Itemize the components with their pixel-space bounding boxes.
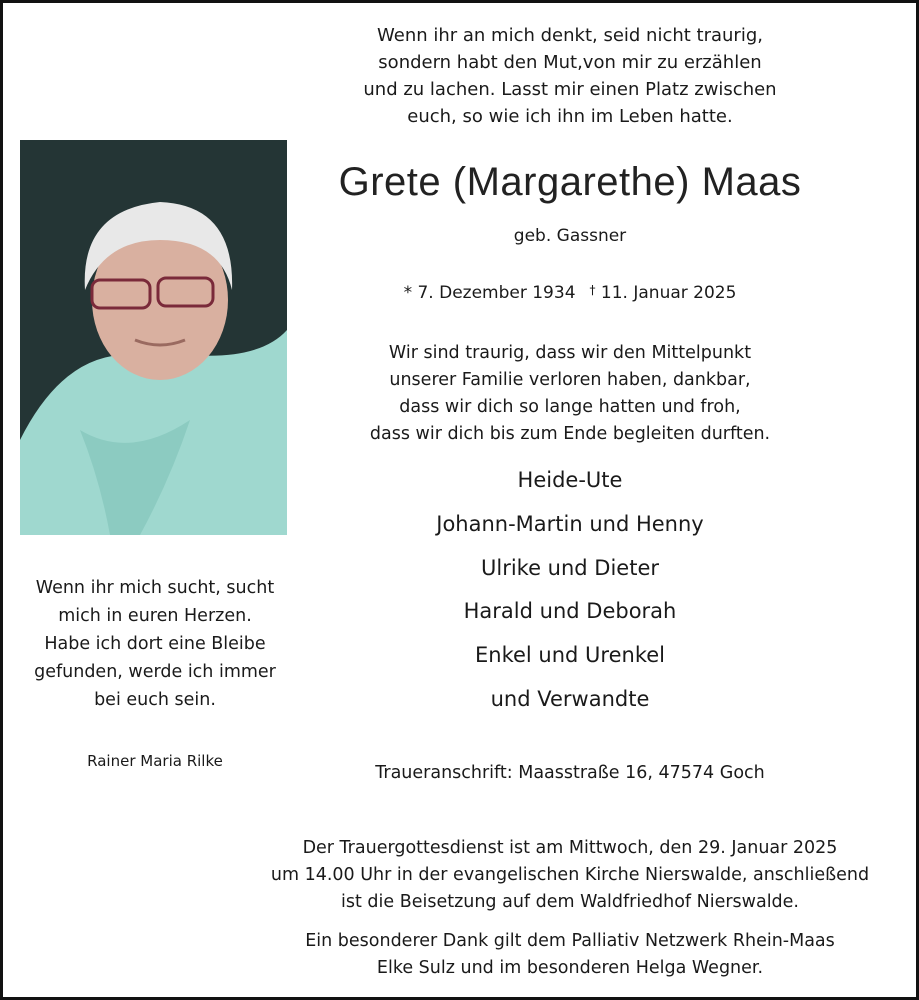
- life-dates: [300, 283, 840, 303]
- mourner: und Verwandte: [490, 686, 650, 711]
- poem-line: und zu lachen. Lasst mir einen Platz zwischen: [363, 79, 777, 100]
- portrait-photo: [20, 140, 287, 535]
- poem-line: Wenn ihr an mich denkt, seid nicht traurig,: [377, 25, 763, 46]
- text-line: unserer Familie verloren haben, dankbar,: [389, 370, 751, 390]
- top-poem: [300, 22, 840, 130]
- text-line: Elke Sulz und im besonderen Helga Wegner.: [376, 958, 764, 978]
- text-line: dass wir dich so lange hatten und froh,: [399, 397, 741, 417]
- birth-date: * 7. Dezember 1934: [403, 283, 576, 303]
- mourner: Harald und Deborah: [463, 599, 677, 624]
- birth-name: geb. Gassner: [513, 226, 627, 246]
- quote-line: bei euch sein.: [94, 690, 216, 710]
- quote-line: Habe ich dort eine Bleibe: [44, 634, 266, 654]
- text-line: Der Trauergottesdienst ist am Mittwoch, den 29. Januar 2025: [302, 838, 838, 858]
- mourner: Ulrike und Dieter: [480, 555, 660, 580]
- text-line: Ein besonderer Dank gilt dem Palliativ Netzwerk Rhein-Maas: [305, 931, 835, 951]
- mourner: Johann-Martin und Henny: [436, 511, 704, 536]
- poem-line: euch, so wie ich ihn im Leben hatte.: [407, 106, 733, 127]
- cross-icon: †: [589, 283, 596, 297]
- text-line: Wir sind traurig, dass wir den Mittelpunkt: [388, 343, 752, 363]
- mourning-address: Traueranschrift: Maasstraße 16, 47574 Goch: [375, 763, 765, 783]
- quote-line: mich in euren Herzen.: [58, 606, 252, 626]
- rilke-quote: [10, 574, 300, 714]
- quote-line: Wenn ihr mich sucht, sucht: [35, 578, 275, 598]
- text-line: dass wir dich bis zum Ende begleiten durften.: [369, 424, 771, 444]
- thanks-note: [230, 928, 910, 982]
- quote-line: gefunden, werde ich immer: [34, 662, 276, 682]
- quote-author: Rainer Maria Rilke: [87, 752, 223, 770]
- mourners-list: [300, 459, 840, 722]
- service-info: [230, 835, 910, 916]
- death-date: 11. Januar 2025: [600, 283, 737, 303]
- text-line: ist die Beisetzung auf dem Waldfriedhof Nierswalde.: [340, 892, 799, 912]
- poem-line: sondern habt den Mut,von mir zu erzählen: [378, 52, 762, 73]
- deceased-name: Grete (Margarethe) Maas: [338, 160, 802, 204]
- mourning-text: [300, 340, 840, 448]
- text-line: um 14.00 Uhr in der evangelischen Kirche Nierswalde, anschließend: [270, 865, 870, 885]
- mourner: Heide-Ute: [517, 468, 623, 492]
- mourner: Enkel und Urenkel: [475, 643, 665, 668]
